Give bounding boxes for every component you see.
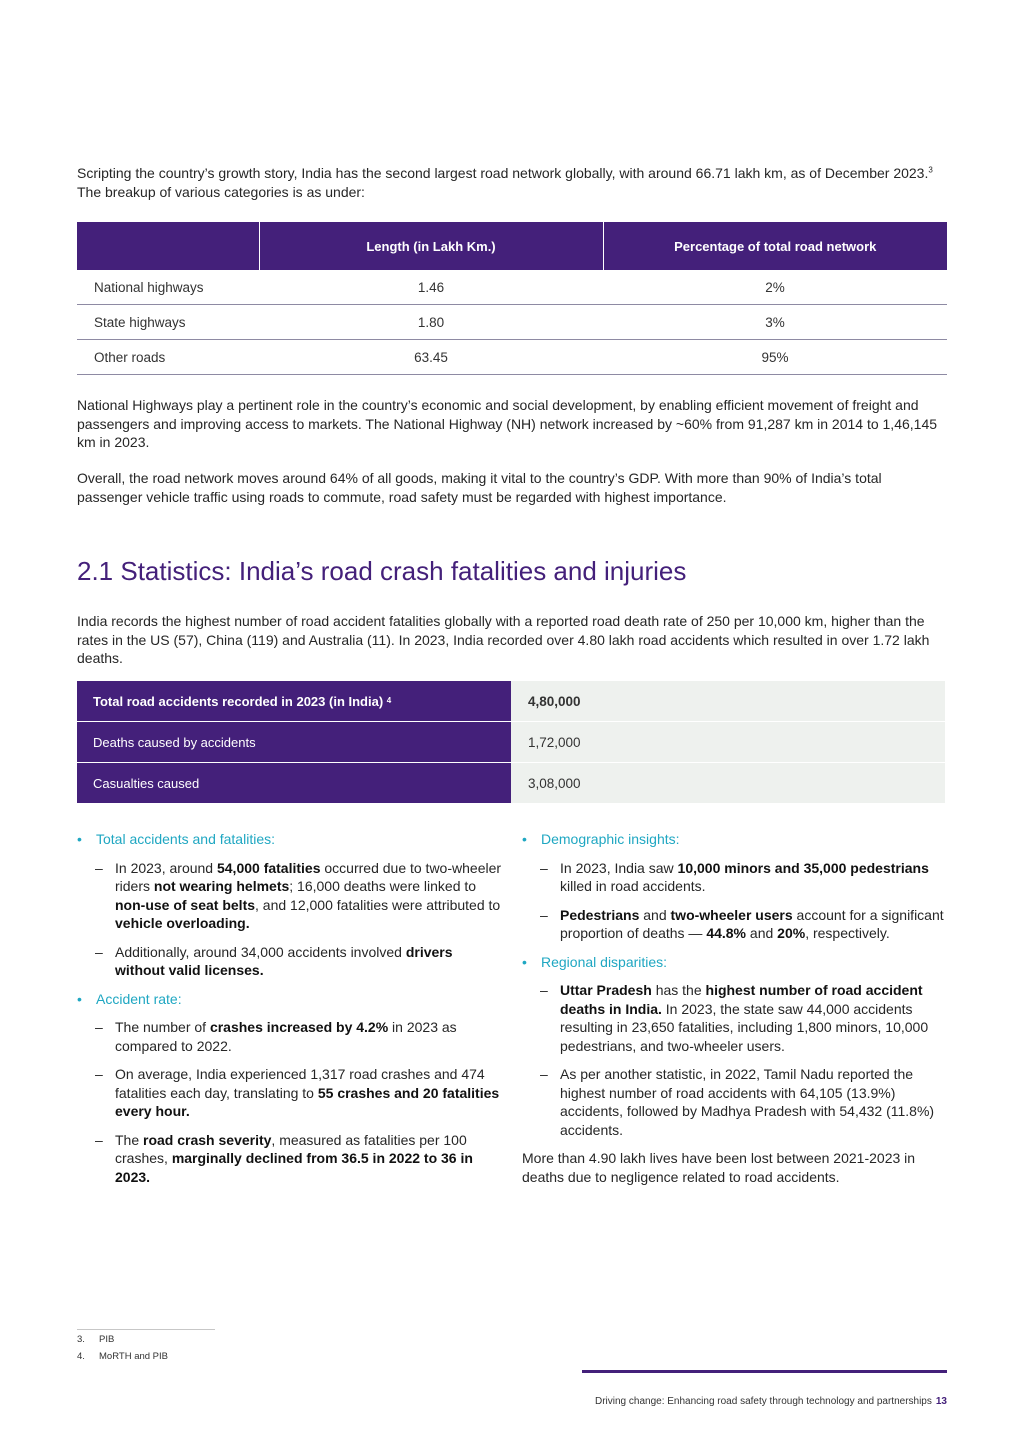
stats-label-text: Total road accidents recorded in 2023 (in India): [93, 693, 384, 709]
footnote-text: MoRTH and PIB: [99, 1351, 168, 1362]
stats-row-casualties: [77, 763, 945, 804]
table-cell: National highways: [77, 270, 259, 305]
left-column: [77, 830, 502, 1196]
stats-row-total: [77, 681, 945, 722]
right-column: [522, 830, 952, 1186]
stats-value: 3,08,000: [511, 763, 945, 803]
footnote: [77, 1351, 168, 1362]
table-cell: Other roads: [77, 340, 259, 375]
section-title: 2.1 Statistics: India’s road crash fatalities and injuries: [77, 556, 687, 586]
bullet-heading-demographic: • Demographic insights:: [522, 830, 952, 849]
nh-paragraph: National Highways play a pertinent role in the country’s economic and social development, by enabling efficient movement of freight and passengers and improving access to markets. The National Highway (NH) network increased by ~60% from 91,287 km in 2014 to 1,46,145 km in 2023.: [77, 397, 938, 450]
footnote-text: PIB: [99, 1334, 115, 1345]
footer-divider: [582, 1370, 947, 1373]
footnote-number: 3.: [77, 1334, 85, 1345]
stats-label: Casualties caused: [77, 763, 511, 803]
table-cell: 63.45: [259, 340, 603, 375]
stats-value: 4,80,000: [511, 681, 945, 721]
list-item: – Uttar Pradesh has the highest number of road accident deaths in India. In 2023, the state saw 44,000 accidents resulting in 23,650 fatalities, including 1,800 minors, 10,000 pedestrians, and two-wheeler users.: [540, 982, 929, 1054]
list-item: – In 2023, around 54,000 fatalities occurred due to two-wheeler riders not wearing helmets; 16,000 deaths were linked to non-use of seat belts, and 12,000 fatalities were attributed to vehicle overloading.: [95, 859, 502, 931]
bullet-heading-total-accidents: • Total accidents and fatalities:: [77, 830, 502, 849]
list-item: – Additionally, around 34,000 accidents involved drivers without valid licenses.: [95, 943, 453, 978]
intro-paragraph: [77, 164, 949, 201]
table-row: [77, 340, 947, 375]
accident-stats-table: [77, 681, 945, 804]
table-cell: 1.80: [259, 305, 603, 340]
stats-label: Total road accidents recorded in 2023 (in India) 4: [77, 681, 511, 721]
list-item: – The number of crashes increased by 4.2% in 2023 as compared to 2022.: [95, 1019, 457, 1054]
list-item: – On average, India experienced 1,317 road crashes and 474 fatalities each day, translating to 55 crashes and 20 fatalities every hour.: [95, 1066, 500, 1119]
table-cell: 3%: [603, 305, 947, 340]
table-cell: 2%: [603, 270, 947, 305]
table-row: [77, 270, 947, 305]
stats-paragraph: India records the highest number of road accident fatalities globally with a reported road death rate of 250 per 10,000 km, higher than the rates in the US (57), China (119) and Australia (11). In 2023, India recorded over 4.80 lakh road accidents which resulted in over 1.72 lakh deaths.: [77, 613, 930, 666]
stats-row-deaths: [77, 722, 945, 763]
table-row: [77, 305, 947, 340]
list-item: – The road crash severity, measured as fatalities per 100 crashes, marginally declined from 36.5 in 2022 to 36 in 2023.: [95, 1131, 473, 1185]
bullet-heading-accident-rate: • Accident rate:: [77, 990, 502, 1009]
goods-paragraph: Overall, the road network moves around 64% of all goods, making it vital to the country’s GDP. With more than 90% of India’s total passenger vehicle traffic using roads to commute, road safety must be regarded with highest importance.: [77, 470, 882, 505]
closing-paragraph: More than 4.90 lakh lives have been lost between 2021-2023 in deaths due to negligence related to road accidents.: [522, 1150, 916, 1185]
table-header-percentage: Percentage of total road network: [603, 222, 947, 270]
list-item: – In 2023, India saw 10,000 minors and 35,000 pedestrians killed in road accidents.: [540, 859, 929, 894]
footnote-ref-3: 3: [928, 165, 933, 175]
footer-text: Driving change: Enhancing road safety through technology and partnerships: [594, 1396, 932, 1407]
stats-label: Deaths caused by accidents: [77, 722, 511, 762]
table-cell: 1.46: [259, 270, 603, 305]
table-header-row: [77, 222, 947, 270]
list-item: – As per another statistic, in 2022, Tamil Nadu reported the highest number of road accidents with 64,105 (13.9%) accidents, followed by Madhya Pradesh with 54,432 (11.8%) accidents.: [540, 1066, 935, 1138]
page-footer: [595, 1396, 947, 1407]
table-header-length: Length (in Lakh Km.): [259, 222, 603, 270]
intro-text: Scripting the country’s growth story, India has the second largest road network globally, with around 66.71 lakh km, as of December 2023.: [77, 165, 929, 181]
list-item: – Pedestrians and two-wheeler users account for a significant proportion of deaths — 44.8% and 20%, respectively.: [540, 906, 944, 941]
road-network-table: [77, 222, 947, 375]
footnote: [77, 1334, 114, 1345]
table-cell: State highways: [77, 305, 259, 340]
stats-value: 1,72,000: [511, 722, 945, 762]
page-number: 13: [935, 1396, 947, 1407]
footnote-number: 4.: [77, 1351, 85, 1362]
footnote-divider: [77, 1329, 215, 1330]
table-cell: 95%: [603, 340, 947, 375]
bullet-heading-regional: • Regional disparities:: [522, 953, 952, 972]
intro-text-2: The breakup of various categories is as under:: [77, 183, 365, 200]
table-header-category: [77, 222, 259, 270]
